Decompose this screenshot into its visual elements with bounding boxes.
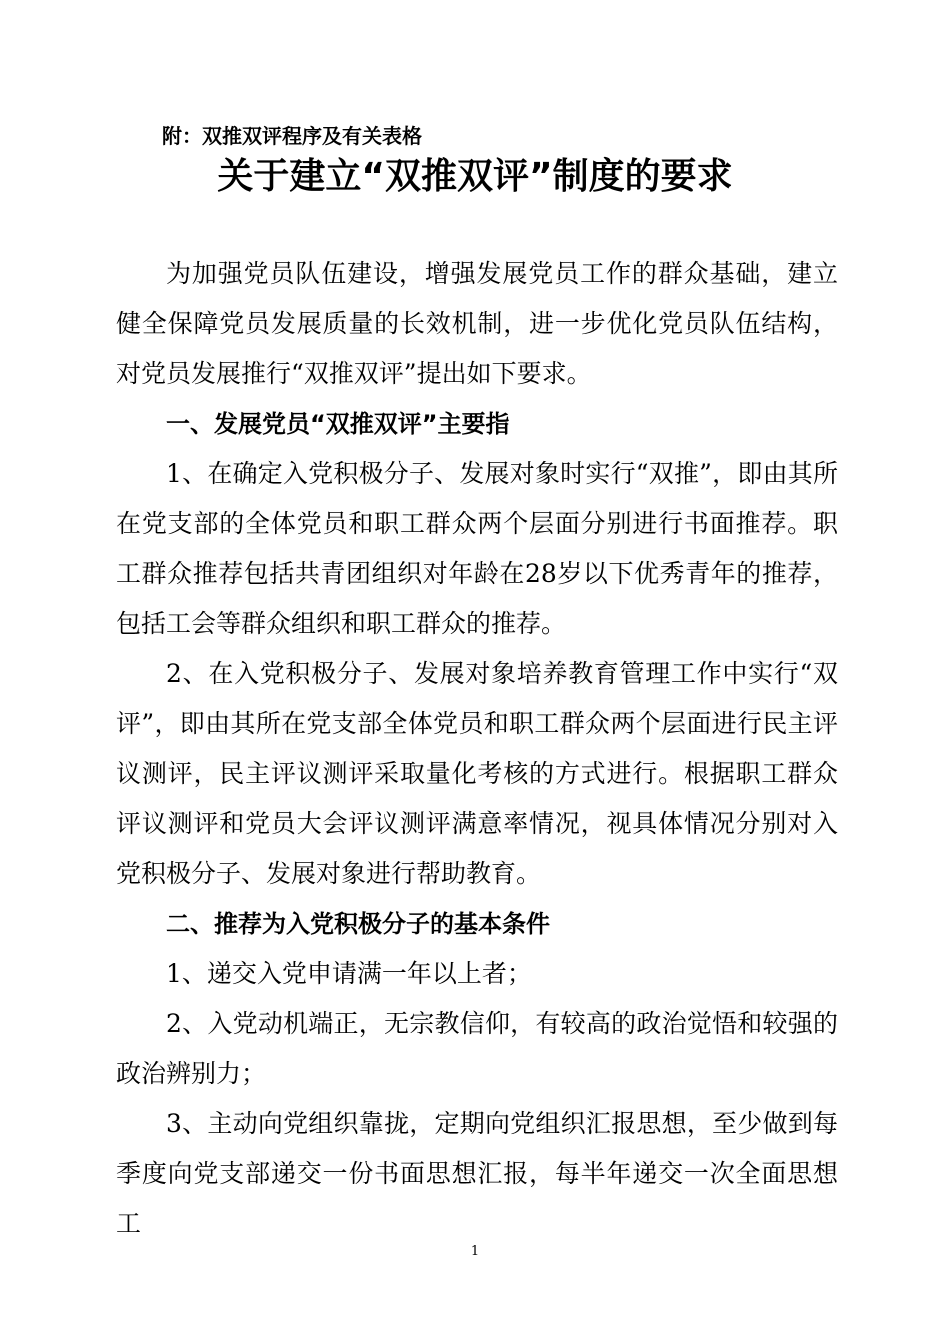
- intro-paragraph: 为加强党员队伍建设，增强发展党员工作的群众基础，建立健全保障党员发展质量的长效机制，进一步优化党员队伍结构，对党员发展推行“双推双评”提出如下要求。: [116, 259, 838, 388]
- section-2-heading: 二、推荐为入党积极分子的基本条件: [166, 910, 550, 938]
- section-1-heading: 一、发展党员“双推双评”主要指: [166, 410, 510, 438]
- section-2-item-3: 3、主动向党组织靠拢，定期向党组织汇报思想，至少做到每季度向党支部递交一份书面思想汇报，每半年递交一次全面思想工: [116, 1109, 838, 1238]
- section-1-item-1: 1、在确定入党积极分子、发展对象时实行“双推”，即由其所在党支部的全体党员和职工群众两个层面分别进行书面推荐。职工群众推荐包括共青团组织对年龄在28岁以下优秀青年的推荐，包括工会等群众组织和职工群众的推荐。: [116, 459, 838, 638]
- section-2-item-1: 1、递交入党申请满一年以上者；: [166, 959, 532, 988]
- page-number: 1: [470, 1244, 480, 1259]
- section-2-item-2: 2、入党动机端正，无宗教信仰，有较高的政治觉悟和较强的政治辨别力；: [116, 1009, 838, 1088]
- section-1-item-2: 2、在入党积极分子、发展对象培养教育管理工作中实行“双评”，即由其所在党支部全体党员和职工群众两个层面进行民主评议测评，民主评议测评采取量化考核的方式进行。根据职工群众评议测评和党员大会评议测评满意率情况，视具体情况分别对入党积极分子、发展对象进行帮助教育。: [116, 659, 838, 888]
- attachment-note: 附：双推双评程序及有关表格: [162, 124, 422, 148]
- document-title: 关于建立“双推双评”制度的要求: [217, 156, 733, 197]
- document-body: [116, 249, 838, 1249]
